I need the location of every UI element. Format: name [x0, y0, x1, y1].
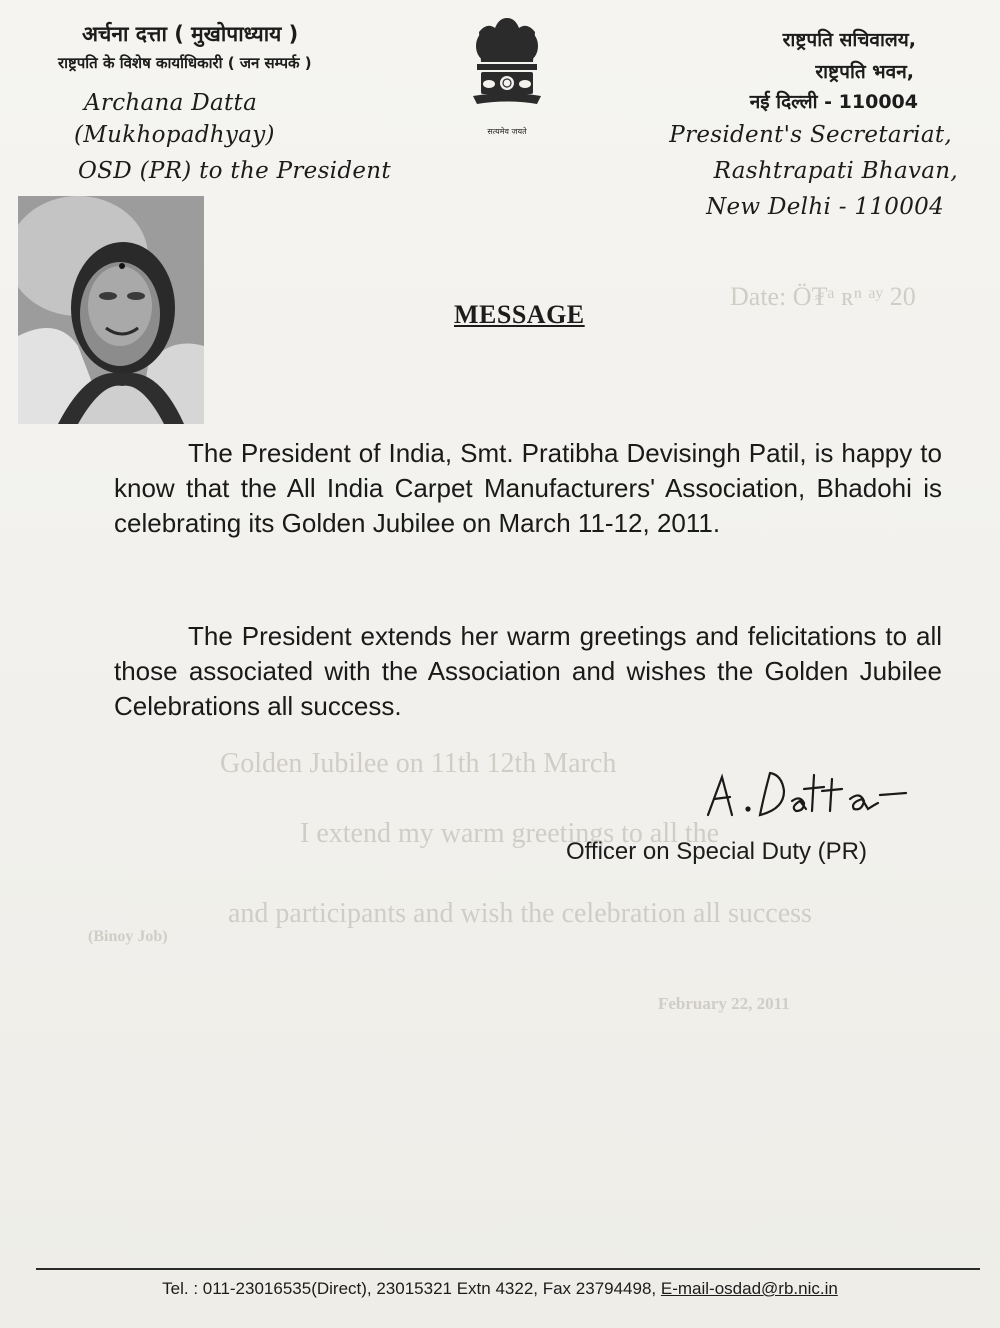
sender-name-hindi: अर्चना दत्ता ( मुखोपाध्याय ) — [82, 22, 299, 46]
svg-text:A. Datta: A. Datta — [700, 765, 704, 766]
contact-details: Tel. : 011-23016535(Direct), 23015321 Extn 4322, Fax 23794498, — [162, 1279, 657, 1298]
show-through-text: Golden Jubilee on 11th 12th March — [220, 748, 617, 779]
email-address[interactable]: E-mail-osdad@rb.nic.in — [660, 1279, 838, 1298]
portrait-photo — [18, 196, 204, 424]
footer-divider — [36, 1268, 980, 1270]
office-line2: Rashtrapati Bhavan, — [713, 158, 958, 184]
emblem-motto: सत्यमेव जयते — [487, 127, 527, 136]
office-hindi-line3: नई दिल्ली - 110004 — [749, 91, 918, 113]
sender-title: OSD (PR) to the President — [78, 158, 391, 184]
office-hindi-line2: राष्ट्रपति भवन, — [815, 61, 914, 83]
show-through-text: (Binoy Job) — [88, 928, 168, 945]
show-through-text: and participants and wish the celebration all success — [228, 898, 812, 929]
handwritten-signature — [700, 765, 910, 825]
show-through-text: I extend my warm greetings to all the — [300, 818, 720, 849]
paragraph-text: The President extends her warm greetings and felicitations to all those associated with the Association and wishes the Golden Jubilee Celebrations all success. — [114, 621, 942, 721]
body-paragraph-2 — [114, 619, 942, 724]
message-heading: MESSAGE — [454, 300, 585, 329]
paragraph-text: The President of India, Smt. Pratibha Devisingh Patil, is happy to know that the All India Carpet Manufacturers' Association, Bhadohi is celebrating its Golden Jubilee on March 11-12, 2011. — [114, 438, 942, 538]
sender-name: Archana Datta — [84, 90, 258, 116]
office-line3: New Delhi - 110004 — [706, 194, 944, 220]
body-paragraph-1 — [114, 436, 942, 541]
show-through-text: February 22, 2011 — [658, 994, 790, 1013]
show-through-text: Date: Ӧ₮ᵃ ʀⁿ ᵃʸ 20 — [730, 282, 916, 311]
sender-title-hindi: राष्ट्रपति के विशेष कार्याधिकारी ( जन सम्पर्क ) — [58, 54, 312, 72]
office-line1: President's Secretariat, — [669, 122, 952, 148]
state-emblem-icon — [467, 12, 547, 142]
office-hindi-line1: राष्ट्रपति सचिवालय, — [782, 29, 916, 51]
signatory-designation: Officer on Special Duty (PR) — [566, 838, 867, 865]
sender-surname: (Mukhopadhyay) — [74, 122, 275, 148]
contact-footer — [0, 1279, 1000, 1299]
